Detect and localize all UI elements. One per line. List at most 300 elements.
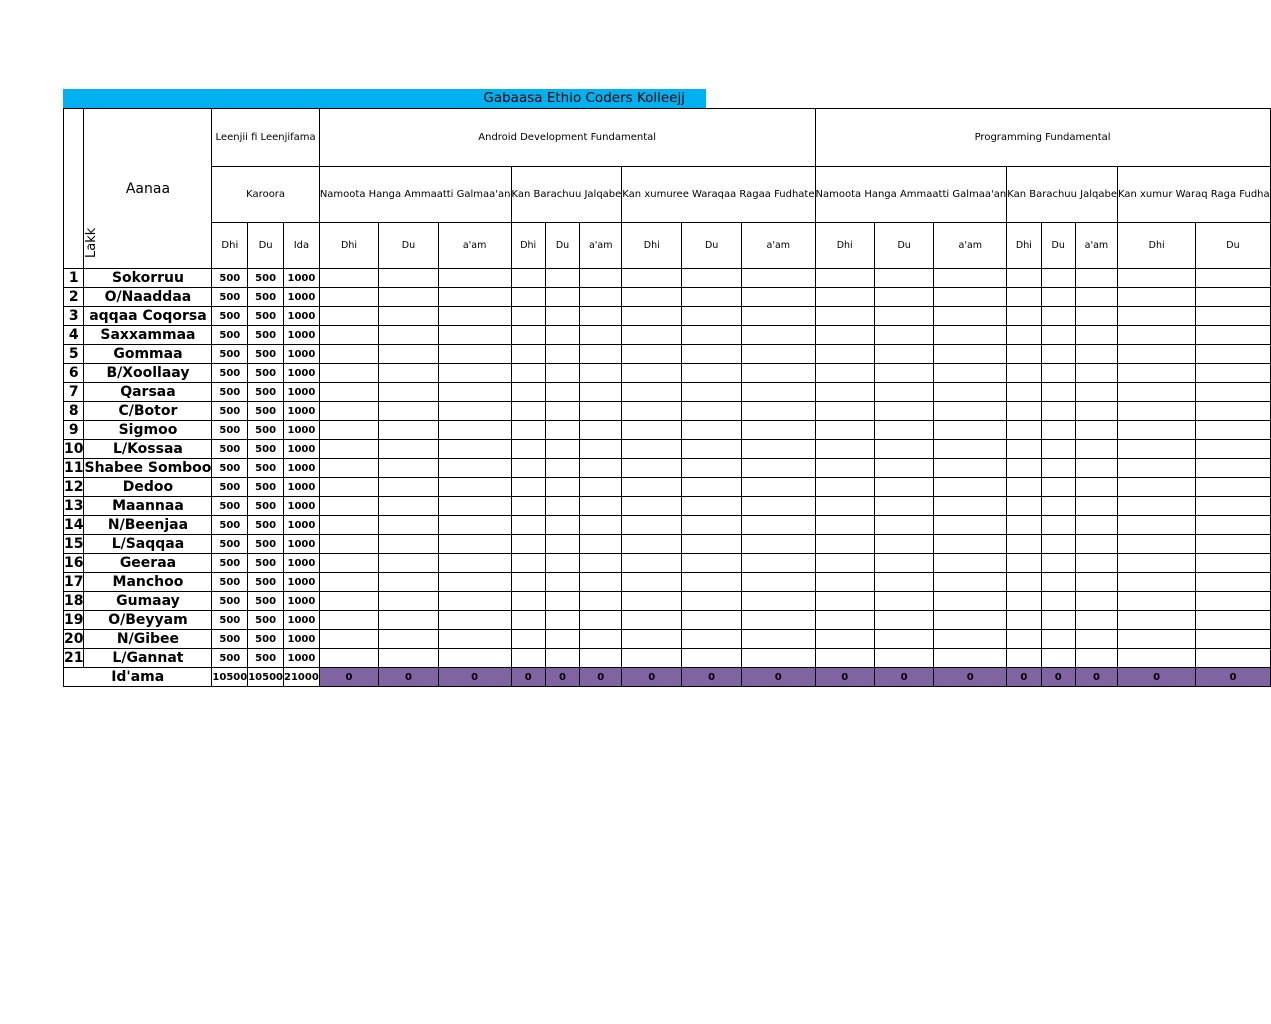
empty-cell[interactable] bbox=[379, 421, 438, 440]
empty-cell[interactable] bbox=[742, 326, 815, 345]
empty-cell[interactable] bbox=[319, 497, 378, 516]
empty-cell[interactable] bbox=[682, 402, 742, 421]
empty-cell[interactable] bbox=[1075, 649, 1117, 668]
empty-cell[interactable] bbox=[545, 269, 579, 288]
empty-cell[interactable] bbox=[545, 288, 579, 307]
empty-cell[interactable] bbox=[545, 402, 579, 421]
row-name[interactable]: Sokorruu bbox=[84, 269, 212, 288]
empty-cell[interactable] bbox=[742, 516, 815, 535]
empty-cell[interactable] bbox=[815, 649, 874, 668]
row-name[interactable]: L/Kossaa bbox=[84, 440, 212, 459]
empty-cell[interactable] bbox=[1117, 554, 1195, 573]
total-zero-cell[interactable]: 0 bbox=[438, 668, 511, 687]
empty-cell[interactable] bbox=[1007, 440, 1041, 459]
empty-cell[interactable] bbox=[874, 364, 933, 383]
empty-cell[interactable] bbox=[545, 440, 579, 459]
empty-cell[interactable] bbox=[1041, 497, 1075, 516]
row-ida[interactable]: 1000 bbox=[284, 421, 320, 440]
empty-cell[interactable] bbox=[742, 497, 815, 516]
empty-cell[interactable] bbox=[934, 649, 1007, 668]
empty-cell[interactable] bbox=[1041, 478, 1075, 497]
empty-cell[interactable] bbox=[438, 364, 511, 383]
row-name[interactable]: Dedoo bbox=[84, 478, 212, 497]
row-ida[interactable]: 1000 bbox=[284, 345, 320, 364]
empty-cell[interactable] bbox=[545, 554, 579, 573]
empty-cell[interactable] bbox=[319, 269, 378, 288]
total-ida[interactable]: 21000 bbox=[284, 668, 320, 687]
empty-cell[interactable] bbox=[1041, 383, 1075, 402]
empty-cell[interactable] bbox=[1007, 535, 1041, 554]
empty-cell[interactable] bbox=[580, 573, 622, 592]
empty-cell[interactable] bbox=[438, 269, 511, 288]
empty-cell[interactable] bbox=[1007, 611, 1041, 630]
empty-cell[interactable] bbox=[874, 459, 933, 478]
empty-cell[interactable] bbox=[934, 364, 1007, 383]
empty-cell[interactable] bbox=[934, 345, 1007, 364]
empty-cell[interactable] bbox=[622, 478, 682, 497]
empty-cell[interactable] bbox=[379, 630, 438, 649]
empty-cell[interactable] bbox=[874, 649, 933, 668]
empty-cell[interactable] bbox=[934, 440, 1007, 459]
row-dhi[interactable]: 500 bbox=[212, 440, 248, 459]
empty-cell[interactable] bbox=[622, 459, 682, 478]
empty-cell[interactable] bbox=[1117, 440, 1195, 459]
row-du[interactable]: 500 bbox=[248, 440, 284, 459]
empty-cell[interactable] bbox=[1196, 611, 1270, 630]
empty-cell[interactable] bbox=[1007, 592, 1041, 611]
empty-cell[interactable] bbox=[682, 421, 742, 440]
row-name[interactable]: Maannaa bbox=[84, 497, 212, 516]
empty-cell[interactable] bbox=[1007, 383, 1041, 402]
empty-cell[interactable] bbox=[742, 478, 815, 497]
empty-cell[interactable] bbox=[1196, 516, 1270, 535]
empty-cell[interactable] bbox=[1041, 307, 1075, 326]
empty-cell[interactable] bbox=[742, 402, 815, 421]
empty-cell[interactable] bbox=[815, 345, 874, 364]
empty-cell[interactable] bbox=[1041, 402, 1075, 421]
empty-cell[interactable] bbox=[874, 402, 933, 421]
empty-cell[interactable] bbox=[1041, 364, 1075, 383]
empty-cell[interactable] bbox=[742, 573, 815, 592]
empty-cell[interactable] bbox=[934, 516, 1007, 535]
row-dhi[interactable]: 500 bbox=[212, 478, 248, 497]
row-number[interactable]: 21 bbox=[64, 650, 84, 666]
row-dhi[interactable]: 500 bbox=[212, 497, 248, 516]
empty-cell[interactable] bbox=[1196, 364, 1270, 383]
row-name[interactable]: L/Saqqaa bbox=[84, 535, 212, 554]
empty-cell[interactable] bbox=[580, 630, 622, 649]
row-number[interactable]: 18 bbox=[64, 593, 84, 609]
empty-cell[interactable] bbox=[682, 383, 742, 402]
row-ida[interactable]: 1000 bbox=[284, 459, 320, 478]
row-du[interactable]: 500 bbox=[248, 459, 284, 478]
empty-cell[interactable] bbox=[511, 649, 545, 668]
empty-cell[interactable] bbox=[511, 326, 545, 345]
empty-cell[interactable] bbox=[1196, 459, 1270, 478]
empty-cell[interactable] bbox=[1117, 364, 1195, 383]
empty-cell[interactable] bbox=[742, 345, 815, 364]
empty-cell[interactable] bbox=[682, 440, 742, 459]
empty-cell[interactable] bbox=[815, 478, 874, 497]
empty-cell[interactable] bbox=[1041, 440, 1075, 459]
empty-cell[interactable] bbox=[438, 554, 511, 573]
empty-cell[interactable] bbox=[682, 554, 742, 573]
empty-cell[interactable] bbox=[1075, 497, 1117, 516]
empty-cell[interactable] bbox=[511, 554, 545, 573]
empty-cell[interactable] bbox=[580, 269, 622, 288]
empty-cell[interactable] bbox=[1117, 478, 1195, 497]
empty-cell[interactable] bbox=[934, 402, 1007, 421]
empty-cell[interactable] bbox=[1196, 307, 1270, 326]
total-zero-cell[interactable]: 0 bbox=[545, 668, 579, 687]
empty-cell[interactable] bbox=[319, 573, 378, 592]
empty-cell[interactable] bbox=[580, 288, 622, 307]
empty-cell[interactable] bbox=[1075, 383, 1117, 402]
empty-cell[interactable] bbox=[874, 288, 933, 307]
empty-cell[interactable] bbox=[815, 440, 874, 459]
row-name[interactable]: aqqaa Coqorsa bbox=[84, 307, 212, 326]
empty-cell[interactable] bbox=[742, 269, 815, 288]
empty-cell[interactable] bbox=[1117, 535, 1195, 554]
empty-cell[interactable] bbox=[1007, 288, 1041, 307]
row-name[interactable]: O/Beyyam bbox=[84, 611, 212, 630]
empty-cell[interactable] bbox=[511, 535, 545, 554]
empty-cell[interactable] bbox=[682, 478, 742, 497]
row-name[interactable]: Gumaay bbox=[84, 592, 212, 611]
empty-cell[interactable] bbox=[622, 516, 682, 535]
empty-cell[interactable] bbox=[580, 459, 622, 478]
row-name[interactable]: Sigmoo bbox=[84, 421, 212, 440]
empty-cell[interactable] bbox=[1075, 459, 1117, 478]
row-number[interactable]: 8 bbox=[64, 402, 84, 421]
empty-cell[interactable] bbox=[742, 554, 815, 573]
row-dhi[interactable]: 500 bbox=[212, 326, 248, 345]
empty-cell[interactable] bbox=[545, 307, 579, 326]
row-number[interactable]: 9 bbox=[64, 421, 84, 440]
row-dhi[interactable]: 500 bbox=[212, 345, 248, 364]
empty-cell[interactable] bbox=[1196, 497, 1270, 516]
empty-cell[interactable] bbox=[379, 478, 438, 497]
total-zero-cell[interactable]: 0 bbox=[1196, 668, 1270, 687]
total-zero-cell[interactable]: 0 bbox=[1075, 668, 1117, 687]
empty-cell[interactable] bbox=[319, 345, 378, 364]
row-ida[interactable]: 1000 bbox=[284, 630, 320, 649]
empty-cell[interactable] bbox=[1117, 459, 1195, 478]
empty-cell[interactable] bbox=[1196, 649, 1270, 668]
empty-cell[interactable] bbox=[1007, 269, 1041, 288]
empty-cell[interactable] bbox=[1007, 478, 1041, 497]
empty-cell[interactable] bbox=[815, 573, 874, 592]
empty-cell[interactable] bbox=[1117, 326, 1195, 345]
empty-cell[interactable] bbox=[622, 535, 682, 554]
empty-cell[interactable] bbox=[580, 364, 622, 383]
row-ida[interactable]: 1000 bbox=[284, 573, 320, 592]
empty-cell[interactable] bbox=[742, 421, 815, 440]
empty-cell[interactable] bbox=[682, 611, 742, 630]
row-number[interactable]: 4 bbox=[64, 326, 84, 345]
empty-cell[interactable] bbox=[1117, 516, 1195, 535]
row-du[interactable]: 500 bbox=[248, 516, 284, 535]
empty-cell[interactable] bbox=[545, 611, 579, 630]
empty-cell[interactable] bbox=[934, 269, 1007, 288]
empty-cell[interactable] bbox=[815, 630, 874, 649]
row-ida[interactable]: 1000 bbox=[284, 478, 320, 497]
row-number[interactable]: 1 bbox=[64, 269, 84, 288]
empty-cell[interactable] bbox=[438, 611, 511, 630]
row-dhi[interactable]: 500 bbox=[212, 554, 248, 573]
row-ida[interactable]: 1000 bbox=[284, 364, 320, 383]
empty-cell[interactable] bbox=[1075, 535, 1117, 554]
total-zero-cell[interactable]: 0 bbox=[1007, 668, 1041, 687]
empty-cell[interactable] bbox=[319, 459, 378, 478]
empty-cell[interactable] bbox=[379, 592, 438, 611]
empty-cell[interactable] bbox=[438, 478, 511, 497]
total-zero-cell[interactable]: 0 bbox=[815, 668, 874, 687]
row-du[interactable]: 500 bbox=[248, 364, 284, 383]
empty-cell[interactable] bbox=[1007, 554, 1041, 573]
row-du[interactable]: 500 bbox=[248, 421, 284, 440]
empty-cell[interactable] bbox=[545, 649, 579, 668]
empty-cell[interactable] bbox=[511, 592, 545, 611]
empty-cell[interactable] bbox=[438, 459, 511, 478]
empty-cell[interactable] bbox=[1075, 573, 1117, 592]
row-name[interactable]: Gommaa bbox=[84, 345, 212, 364]
row-ida[interactable]: 1000 bbox=[284, 326, 320, 345]
empty-cell[interactable] bbox=[934, 611, 1007, 630]
empty-cell[interactable] bbox=[622, 649, 682, 668]
empty-cell[interactable] bbox=[934, 459, 1007, 478]
empty-cell[interactable] bbox=[319, 440, 378, 459]
empty-cell[interactable] bbox=[1075, 592, 1117, 611]
row-ida[interactable]: 1000 bbox=[284, 402, 320, 421]
empty-cell[interactable] bbox=[1041, 573, 1075, 592]
empty-cell[interactable] bbox=[622, 554, 682, 573]
empty-cell[interactable] bbox=[1007, 326, 1041, 345]
empty-cell[interactable] bbox=[1041, 535, 1075, 554]
empty-cell[interactable] bbox=[934, 421, 1007, 440]
empty-cell[interactable] bbox=[511, 421, 545, 440]
empty-cell[interactable] bbox=[934, 535, 1007, 554]
empty-cell[interactable] bbox=[545, 535, 579, 554]
empty-cell[interactable] bbox=[1007, 497, 1041, 516]
row-name[interactable]: C/Botor bbox=[84, 402, 212, 421]
row-dhi[interactable]: 500 bbox=[212, 459, 248, 478]
empty-cell[interactable] bbox=[1007, 345, 1041, 364]
empty-cell[interactable] bbox=[319, 649, 378, 668]
total-zero-cell[interactable]: 0 bbox=[1041, 668, 1075, 687]
empty-cell[interactable] bbox=[622, 611, 682, 630]
empty-cell[interactable] bbox=[1007, 402, 1041, 421]
empty-cell[interactable] bbox=[815, 611, 874, 630]
empty-cell[interactable] bbox=[511, 364, 545, 383]
empty-cell[interactable] bbox=[1196, 554, 1270, 573]
empty-cell[interactable] bbox=[319, 630, 378, 649]
row-ida[interactable]: 1000 bbox=[284, 554, 320, 573]
empty-cell[interactable] bbox=[874, 440, 933, 459]
empty-cell[interactable] bbox=[580, 402, 622, 421]
empty-cell[interactable] bbox=[934, 630, 1007, 649]
row-number[interactable]: 16 bbox=[64, 555, 84, 571]
empty-cell[interactable] bbox=[580, 516, 622, 535]
empty-cell[interactable] bbox=[1007, 516, 1041, 535]
empty-cell[interactable] bbox=[1117, 402, 1195, 421]
empty-cell[interactable] bbox=[815, 326, 874, 345]
empty-cell[interactable] bbox=[682, 345, 742, 364]
empty-cell[interactable] bbox=[1007, 364, 1041, 383]
empty-cell[interactable] bbox=[934, 307, 1007, 326]
row-ida[interactable]: 1000 bbox=[284, 269, 320, 288]
empty-cell[interactable] bbox=[1075, 630, 1117, 649]
empty-cell[interactable] bbox=[438, 421, 511, 440]
empty-cell[interactable] bbox=[1041, 288, 1075, 307]
empty-cell[interactable] bbox=[1007, 649, 1041, 668]
row-du[interactable]: 500 bbox=[248, 478, 284, 497]
empty-cell[interactable] bbox=[1041, 554, 1075, 573]
empty-cell[interactable] bbox=[545, 326, 579, 345]
empty-cell[interactable] bbox=[682, 326, 742, 345]
row-ida[interactable]: 1000 bbox=[284, 288, 320, 307]
total-zero-cell[interactable]: 0 bbox=[682, 668, 742, 687]
row-du[interactable]: 500 bbox=[248, 630, 284, 649]
empty-cell[interactable] bbox=[379, 288, 438, 307]
empty-cell[interactable] bbox=[682, 364, 742, 383]
empty-cell[interactable] bbox=[1117, 288, 1195, 307]
empty-cell[interactable] bbox=[1117, 307, 1195, 326]
empty-cell[interactable] bbox=[438, 535, 511, 554]
empty-cell[interactable] bbox=[511, 269, 545, 288]
empty-cell[interactable] bbox=[545, 364, 579, 383]
empty-cell[interactable] bbox=[622, 440, 682, 459]
row-number[interactable]: 20 bbox=[64, 631, 84, 647]
empty-cell[interactable] bbox=[815, 535, 874, 554]
empty-cell[interactable] bbox=[934, 478, 1007, 497]
row-name[interactable]: L/Gannat bbox=[84, 649, 212, 668]
empty-cell[interactable] bbox=[438, 649, 511, 668]
row-number[interactable]: 10 bbox=[64, 441, 84, 457]
empty-cell[interactable] bbox=[682, 592, 742, 611]
empty-cell[interactable] bbox=[622, 402, 682, 421]
empty-cell[interactable] bbox=[545, 630, 579, 649]
empty-cell[interactable] bbox=[580, 421, 622, 440]
row-number[interactable]: 7 bbox=[64, 383, 84, 402]
empty-cell[interactable] bbox=[438, 440, 511, 459]
empty-cell[interactable] bbox=[545, 478, 579, 497]
empty-cell[interactable] bbox=[742, 630, 815, 649]
empty-cell[interactable] bbox=[580, 307, 622, 326]
empty-cell[interactable] bbox=[622, 592, 682, 611]
empty-cell[interactable] bbox=[319, 326, 378, 345]
row-name[interactable]: Saxxammaa bbox=[84, 326, 212, 345]
total-zero-cell[interactable]: 0 bbox=[1117, 668, 1195, 687]
empty-cell[interactable] bbox=[682, 630, 742, 649]
empty-cell[interactable] bbox=[742, 364, 815, 383]
empty-cell[interactable] bbox=[545, 497, 579, 516]
row-du[interactable]: 500 bbox=[248, 307, 284, 326]
empty-cell[interactable] bbox=[1196, 478, 1270, 497]
row-du[interactable]: 500 bbox=[248, 535, 284, 554]
empty-cell[interactable] bbox=[580, 554, 622, 573]
empty-cell[interactable] bbox=[1041, 516, 1075, 535]
total-dhi[interactable]: 10500 bbox=[212, 668, 248, 687]
row-du[interactable]: 500 bbox=[248, 288, 284, 307]
empty-cell[interactable] bbox=[1196, 269, 1270, 288]
empty-cell[interactable] bbox=[1117, 611, 1195, 630]
empty-cell[interactable] bbox=[545, 383, 579, 402]
empty-cell[interactable] bbox=[379, 269, 438, 288]
empty-cell[interactable] bbox=[622, 326, 682, 345]
row-number[interactable]: 6 bbox=[64, 364, 84, 383]
row-ida[interactable]: 1000 bbox=[284, 649, 320, 668]
empty-cell[interactable] bbox=[622, 573, 682, 592]
empty-cell[interactable] bbox=[1007, 307, 1041, 326]
empty-cell[interactable] bbox=[319, 402, 378, 421]
empty-cell[interactable] bbox=[1075, 288, 1117, 307]
empty-cell[interactable] bbox=[742, 383, 815, 402]
empty-cell[interactable] bbox=[622, 630, 682, 649]
empty-cell[interactable] bbox=[438, 592, 511, 611]
empty-cell[interactable] bbox=[742, 288, 815, 307]
total-du[interactable]: 10500 bbox=[248, 668, 284, 687]
empty-cell[interactable] bbox=[874, 573, 933, 592]
empty-cell[interactable] bbox=[438, 288, 511, 307]
empty-cell[interactable] bbox=[815, 364, 874, 383]
empty-cell[interactable] bbox=[319, 478, 378, 497]
row-dhi[interactable]: 500 bbox=[212, 383, 248, 402]
empty-cell[interactable] bbox=[1075, 307, 1117, 326]
empty-cell[interactable] bbox=[1117, 269, 1195, 288]
empty-cell[interactable] bbox=[1196, 288, 1270, 307]
empty-cell[interactable] bbox=[1196, 421, 1270, 440]
empty-cell[interactable] bbox=[815, 421, 874, 440]
empty-cell[interactable] bbox=[742, 307, 815, 326]
empty-cell[interactable] bbox=[1075, 440, 1117, 459]
row-number[interactable]: 17 bbox=[64, 574, 84, 590]
row-number[interactable]: 3 bbox=[64, 307, 84, 326]
empty-cell[interactable] bbox=[511, 516, 545, 535]
row-ida[interactable]: 1000 bbox=[284, 497, 320, 516]
empty-cell[interactable] bbox=[682, 497, 742, 516]
empty-cell[interactable] bbox=[934, 592, 1007, 611]
empty-cell[interactable] bbox=[682, 535, 742, 554]
row-dhi[interactable]: 500 bbox=[212, 611, 248, 630]
empty-cell[interactable] bbox=[1041, 611, 1075, 630]
empty-cell[interactable] bbox=[934, 383, 1007, 402]
empty-cell[interactable] bbox=[1196, 630, 1270, 649]
row-dhi[interactable]: 500 bbox=[212, 307, 248, 326]
total-zero-cell[interactable]: 0 bbox=[580, 668, 622, 687]
empty-cell[interactable] bbox=[511, 630, 545, 649]
row-du[interactable]: 500 bbox=[248, 649, 284, 668]
empty-cell[interactable] bbox=[815, 554, 874, 573]
row-dhi[interactable]: 500 bbox=[212, 288, 248, 307]
empty-cell[interactable] bbox=[815, 383, 874, 402]
empty-cell[interactable] bbox=[379, 554, 438, 573]
empty-cell[interactable] bbox=[511, 497, 545, 516]
total-zero-cell[interactable]: 0 bbox=[379, 668, 438, 687]
empty-cell[interactable] bbox=[545, 345, 579, 364]
empty-cell[interactable] bbox=[1117, 649, 1195, 668]
row-dhi[interactable]: 500 bbox=[212, 516, 248, 535]
empty-cell[interactable] bbox=[580, 611, 622, 630]
row-number[interactable]: 15 bbox=[64, 536, 84, 552]
empty-cell[interactable] bbox=[379, 611, 438, 630]
empty-cell[interactable] bbox=[622, 307, 682, 326]
empty-cell[interactable] bbox=[511, 459, 545, 478]
row-name[interactable]: Qarsaa bbox=[84, 383, 212, 402]
empty-cell[interactable] bbox=[379, 535, 438, 554]
empty-cell[interactable] bbox=[511, 307, 545, 326]
empty-cell[interactable] bbox=[742, 440, 815, 459]
